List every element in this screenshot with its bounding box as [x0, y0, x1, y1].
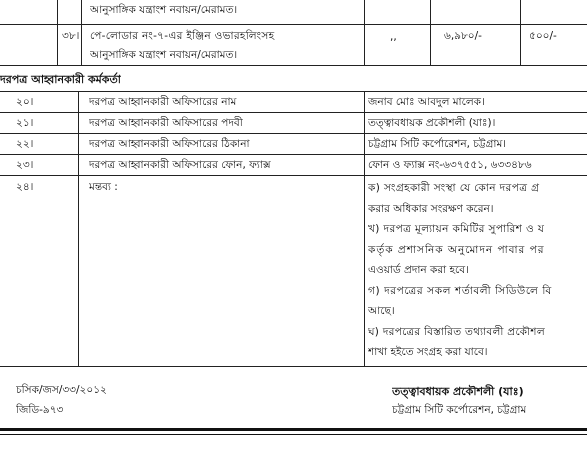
row-22-number: ২২। — [16, 138, 34, 150]
signer-title: তত্ত্বাবধায়ক প্রকৌশলী (যাঃ) — [392, 385, 524, 398]
row-22-label: দরপত্র আহ্বানকারী অফিসারের ঠিকানা — [89, 138, 250, 150]
row-21-label: দরপত্র আহ্বানকারী অফিসারের পদবী — [89, 117, 243, 129]
remarks-line: এওয়ার্ড প্রদান করা হবে। — [368, 264, 469, 276]
row-23-value: ফোন ও ফ্যাক্স নং-৬৩৭৫৫১, ৬৩৩৪৮৬ — [368, 159, 532, 171]
remarks-line: আছে। — [368, 305, 395, 317]
row-20-label: দরপত্র আহ্বানকারী অফিসারের নাম — [89, 96, 237, 108]
row-20-number: ২০। — [16, 96, 34, 108]
remarks-line: গ) দরপত্রের সকল শর্তাবলী সিডিউলে বি — [368, 284, 552, 297]
remarks-line: করার অধিকার সংরক্ষণ করেন। — [368, 202, 494, 215]
row-38-amount: ৬,৯৮০/- — [444, 30, 482, 42]
remarks-line: কর্তৃক প্রশাসনিক অনুমোদন পাবার পর — [368, 243, 545, 256]
row-38-fee: ৫০০/- — [529, 30, 557, 42]
remarks-line: ক) সংগ্রহকারী সংস্থা যে কোন দরপত্র গ্র — [368, 182, 540, 194]
row-38-serial: ৩৮। — [62, 30, 80, 42]
row-24-number: ২৪। — [16, 181, 34, 193]
remarks-line: ঘ) দরপত্রের বিস্তারিত তথ্যাবলী প্রকৌশল — [368, 325, 545, 338]
remarks-line: খ) দরপত্র মূল্যায়ন কমিটির সুপারিশ ও য — [368, 223, 545, 235]
row-23-number: ২৩। — [16, 159, 34, 171]
row-38-desc-line2: আনুসাঙ্গিক যন্ত্রাংশ নবায়ন/মেরামত। — [90, 49, 238, 61]
section-title: দরপত্র আহ্বানকারী কর্মকর্তা — [0, 73, 121, 86]
signer-organization: চট্টগ্রাম সিটি কর্পোরেশন, চট্টগ্রাম — [392, 404, 527, 416]
gd-number: জিডি-৯৭৩ — [16, 404, 64, 416]
prev-row-description: আনুসাঙ্গিক যন্ত্রাংশ নবায়ন/মেরামত। — [90, 4, 238, 16]
row-21-value: তত্ত্বাবধায়ক প্রকৌশলী (যাঃ)। — [368, 117, 496, 129]
remarks-line: শাখা হইতে সংগ্রহ করা যাবে। — [368, 346, 488, 358]
row-20-value: জনাব মোঃ আবদুল মালেক। — [368, 96, 485, 108]
row-22-value: চট্টগ্রাম সিটি কর্পোরেশন, চট্টগ্রাম। — [368, 138, 507, 150]
row-38-qty: ,, — [390, 31, 397, 43]
bottom-rule-thick — [0, 428, 587, 431]
remarks-text — [368, 178, 587, 363]
reference-number: চসিক/জস/৩৩/২০১২ — [16, 384, 107, 396]
remarks-label: মন্তব্য : — [89, 181, 118, 193]
row-38-desc-line1: পে-লোডার নং-৭-এর ইঞ্জিন ওভারহলিংসহ — [90, 30, 275, 42]
row-23-label: দরপত্র আহ্বানকারী অফিসারের ফোন, ফ্যাক্স — [89, 159, 271, 171]
bottom-rule-thin — [0, 434, 587, 435]
row-21-number: ২১। — [16, 117, 34, 129]
